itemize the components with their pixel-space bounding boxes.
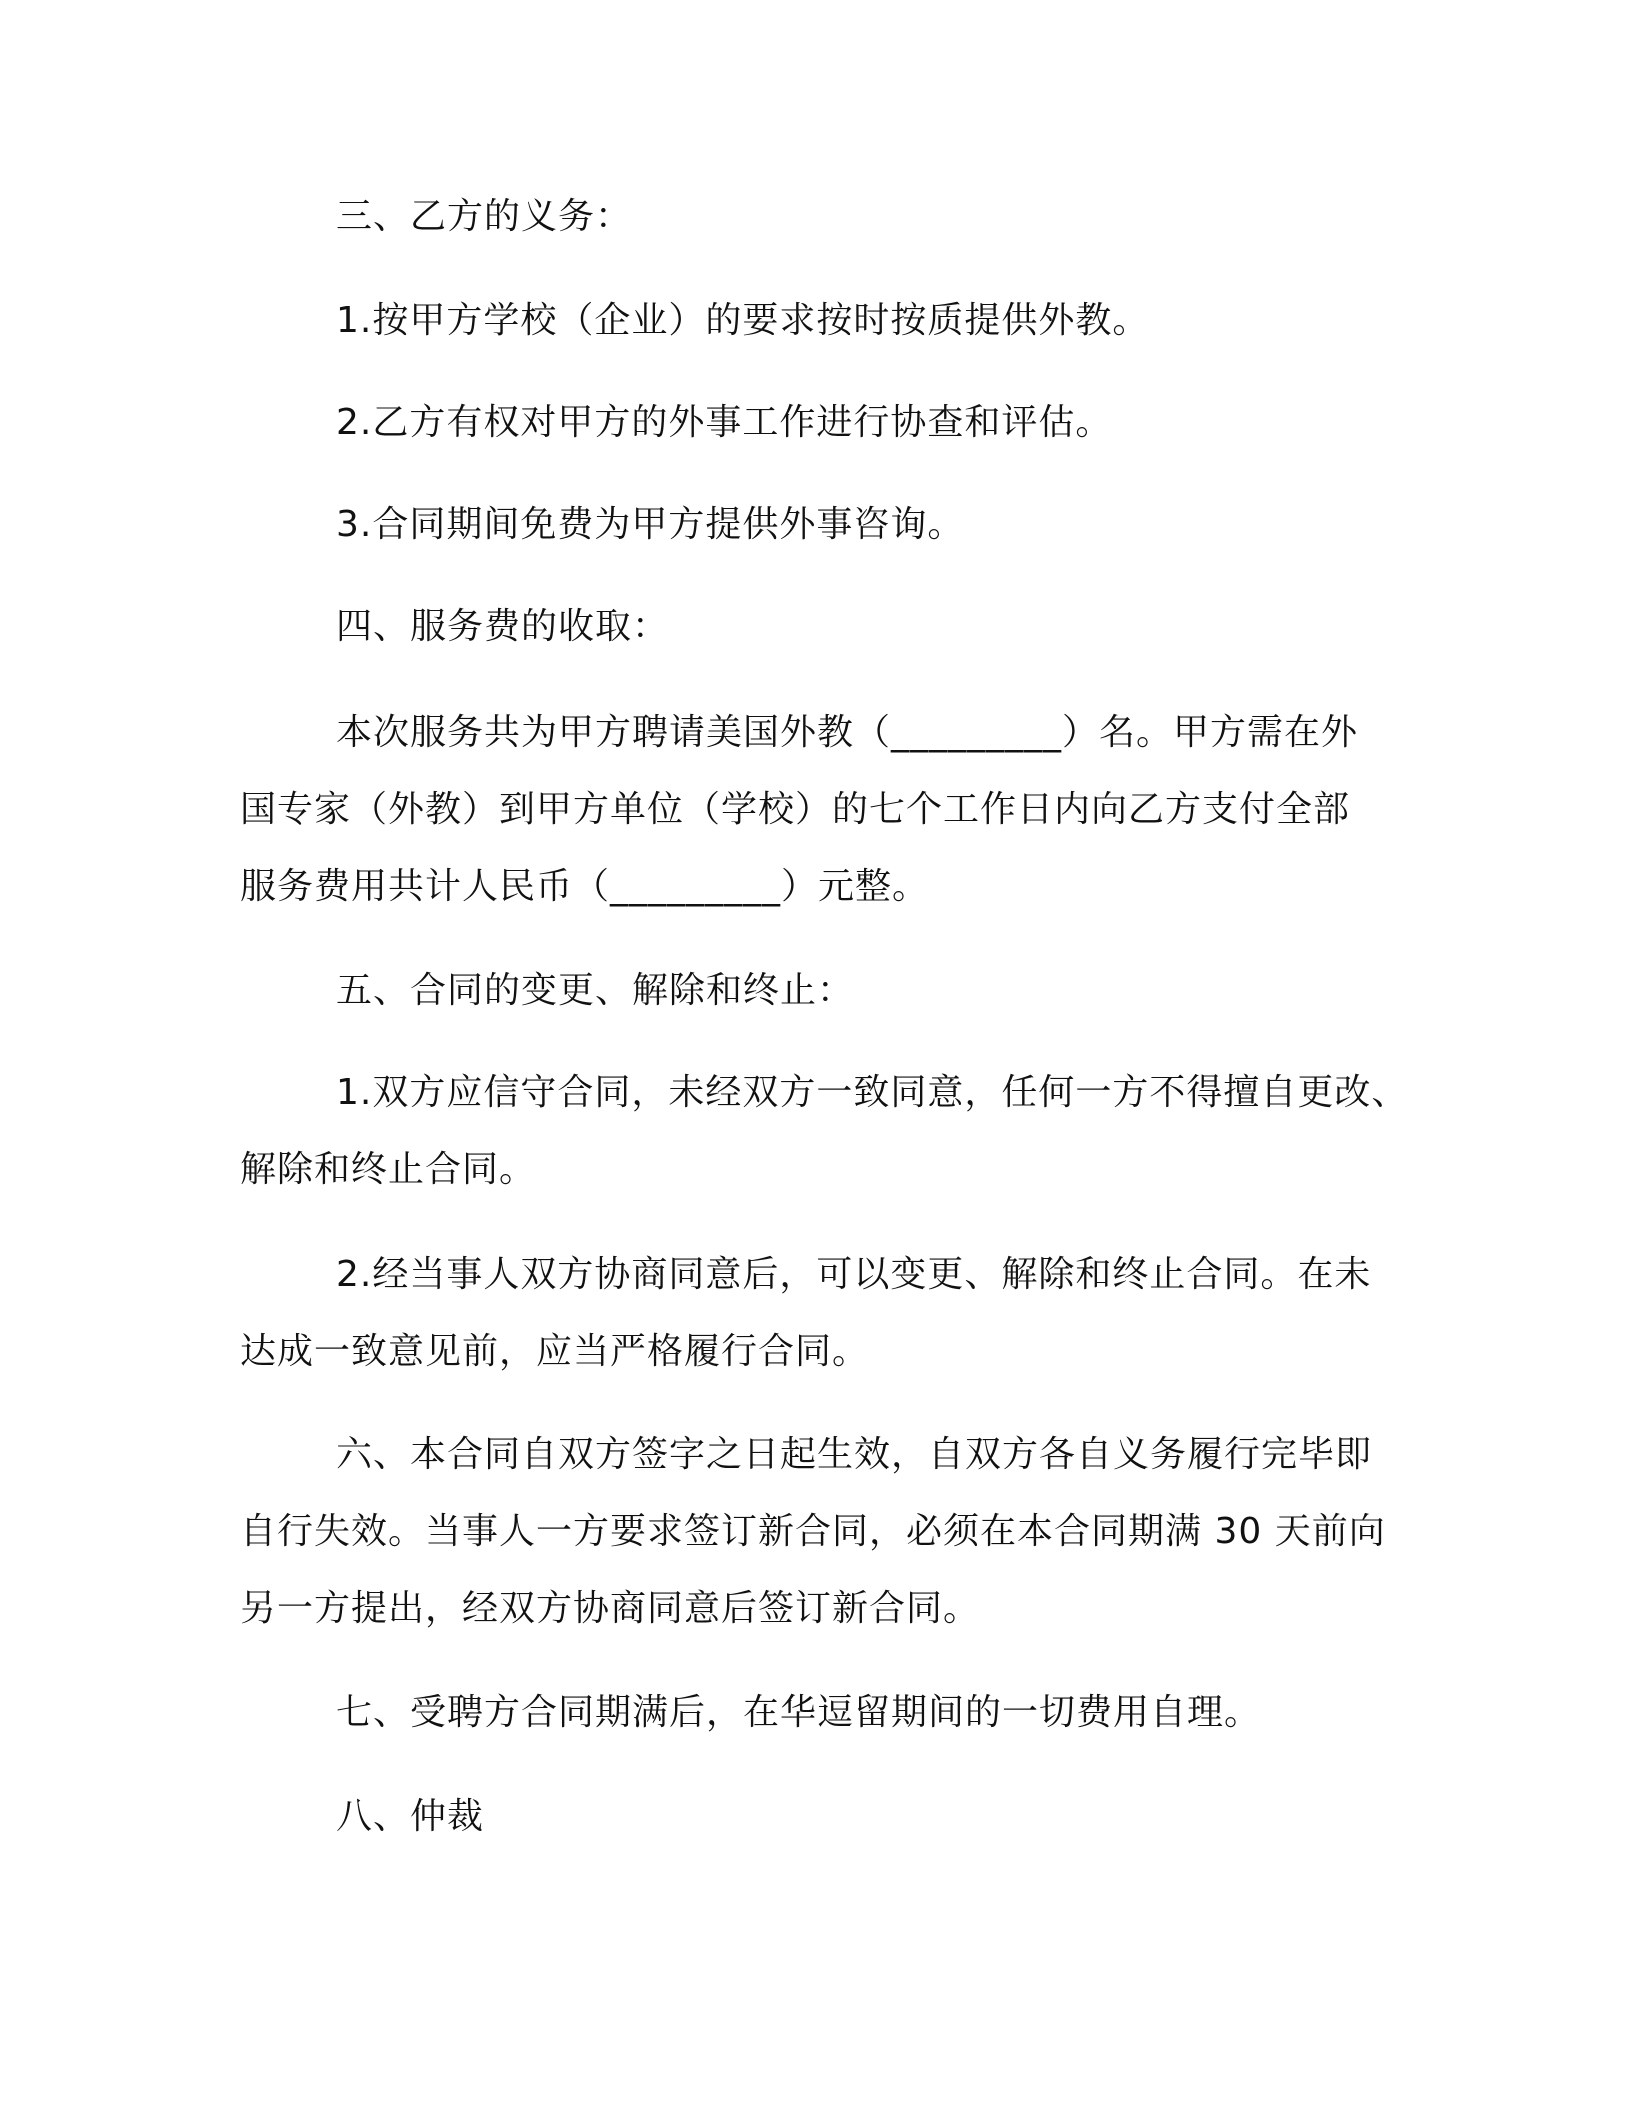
section-3-item-3-text: 3.合同期间免费为甲方提供外事咨询。 (336, 504, 965, 545)
section-3-item-2-text: 2.乙方有权对甲方的外事工作进行协查和评估。 (336, 402, 1113, 443)
section-8-heading (240, 1778, 1390, 1855)
section-5-item-1 (240, 1054, 1409, 1208)
section-5-item-1-line: 解除和终止合同。 (240, 1149, 537, 1190)
section-5-item-1-line: 1.双方应信守合同，未经双方一致同意，任何一方不得擅自更改、 (336, 1072, 1409, 1113)
section-8-heading-text: 八、仲裁 (336, 1796, 485, 1837)
section-4-body (240, 694, 1390, 925)
section-3-heading (240, 178, 1390, 255)
section-3-item-3 (240, 486, 1390, 563)
section-5-item-2-line: 2.经当事人双方协商同意后，可以变更、解除和终止合同。在未 (336, 1254, 1372, 1295)
section-5-heading-text: 五、合同的变更、解除和终止： (336, 970, 855, 1011)
section-6-line: 自行失效。当事人一方要求签订新合同，必须在本合同期满 30 天前向 (240, 1511, 1386, 1552)
section-4-heading (240, 588, 1390, 665)
section-4-heading-text: 四、服务费的收取： (336, 606, 670, 647)
section-4-body-line: 本次服务共为甲方聘请美国外教（_________）名。甲方需在外 (336, 712, 1359, 753)
section-6-line: 六、本合同自双方签字之日起生效，自双方各自义务履行完毕即 (336, 1434, 1373, 1475)
section-3-heading-text: 三、乙方的义务： (336, 196, 633, 237)
section-3-item-1 (240, 282, 1390, 359)
section-7 (240, 1674, 1390, 1751)
section-5-item-2 (240, 1236, 1390, 1390)
section-3-item-2 (240, 384, 1390, 461)
section-6 (240, 1416, 1390, 1647)
section-4-body-line: 服务费用共计人民币（_________）元整。 (240, 866, 930, 907)
section-5-item-2-line: 达成一致意见前，应当严格履行合同。 (240, 1331, 870, 1372)
section-7-text: 七、受聘方合同期满后，在华逗留期间的一切费用自理。 (336, 1692, 1262, 1733)
section-4-body-line: 国专家（外教）到甲方单位（学校）的七个工作日内向乙方支付全部 (240, 789, 1351, 830)
section-5-heading (240, 952, 1390, 1029)
section-6-line: 另一方提出，经双方协商同意后签订新合同。 (240, 1588, 981, 1629)
section-3-item-1-text: 1.按甲方学校（企业）的要求按时按质提供外教。 (336, 300, 1150, 341)
